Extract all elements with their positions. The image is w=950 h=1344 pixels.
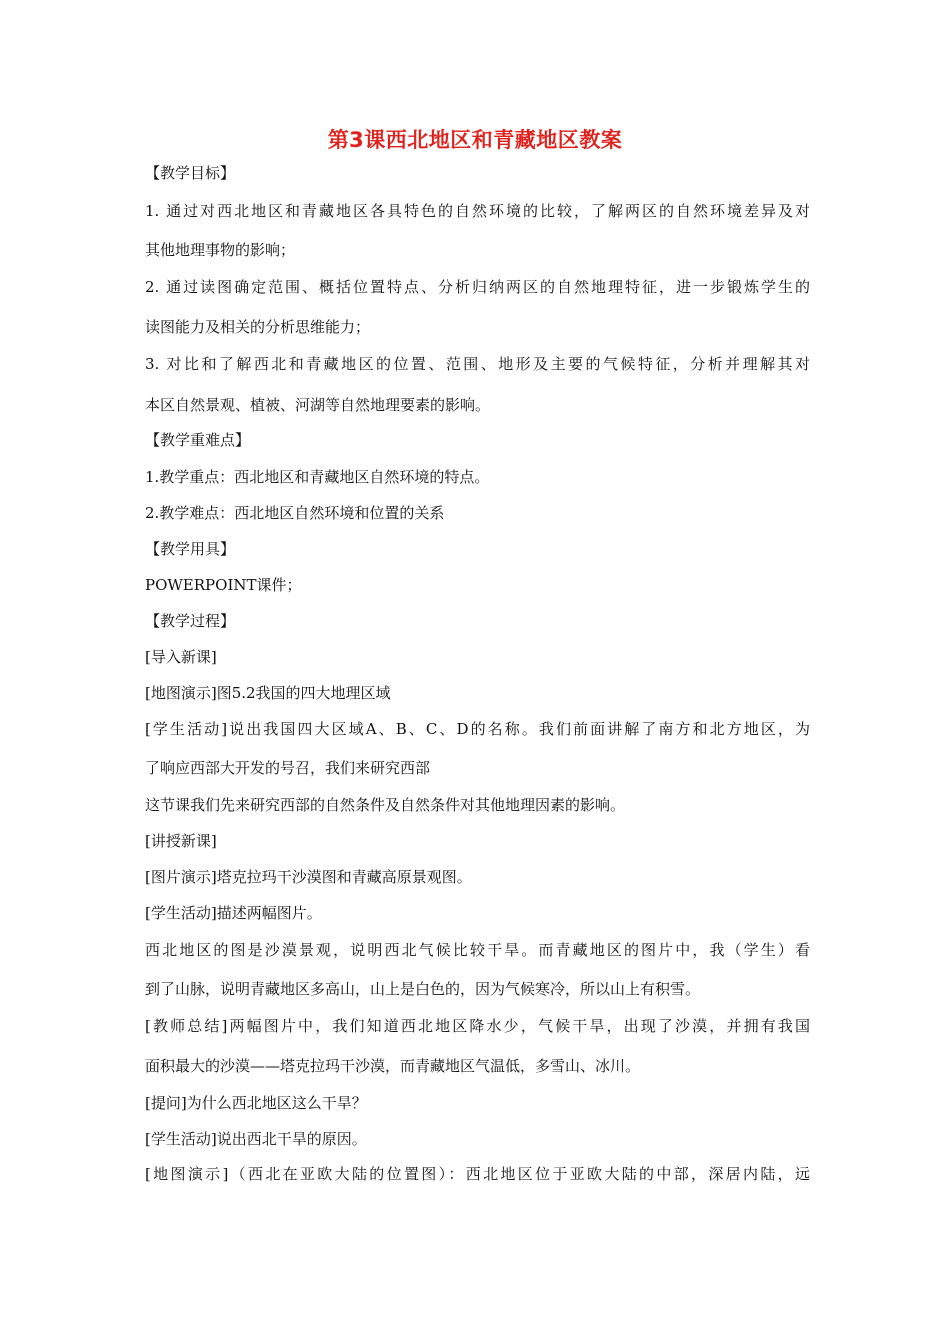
- paragraph-line: 西北地区的图是沙漠景观，说明西北气候比较干旱。而青藏地区的图片中，我（学生）看: [145, 941, 810, 959]
- paragraph-line: 3. 对比和了解西北和青藏地区的位置、范围、地形及主要的气候特征，分析并理解其对: [145, 355, 810, 373]
- paragraph-line: 1. 通过对西北地区和青藏地区各具特色的自然环境的比较，了解两区的自然环境差异及对: [145, 202, 810, 220]
- paragraph-line: 这节课我们先来研究西部的自然条件及自然条件对其他地理因素的影响。: [145, 796, 626, 814]
- heading-teaching-tools: 【教学用具】: [145, 540, 236, 558]
- paragraph-line: POWERPOINT课件；: [145, 576, 302, 594]
- heading-teaching-objectives: 【教学目标】: [145, 164, 236, 182]
- paragraph-line: [学生活动]说出西北干旱的原因。: [145, 1130, 367, 1148]
- paragraph-line: 面积最大的沙漠——塔克拉玛干沙漠，而青藏地区气温低，多雪山、冰川。: [145, 1057, 641, 1075]
- paragraph-line: 读图能力及相关的分析思维能力；: [145, 318, 371, 336]
- paragraph-line: [教师总结]两幅图片中，我们知道西北地区降水少，气候干旱，出现了沙漠，并拥有我国: [145, 1017, 810, 1035]
- paragraph-line: 了响应西部大开发的号召，我们来研究西部: [145, 759, 431, 777]
- paragraph-line: [地图演示]（西北在亚欧大陆的位置图）：西北地区位于亚欧大陆的中部，深居内陆，远: [145, 1165, 810, 1183]
- heading-teaching-process: 【教学过程】: [145, 612, 236, 630]
- paragraph-line: [导入新课]: [145, 648, 217, 666]
- paragraph-line: 2. 通过读图确定范围、概括位置特点、分析归纳两区的自然地理特征，进一步锻炼学生的: [145, 278, 810, 296]
- paragraph-line: [地图演示]图5.2我国的四大地理区域: [145, 684, 391, 702]
- paragraph-line: [学生活动]说出我国四大区域A、B、C、D的名称。我们前面讲解了南方和北方地区，为: [145, 720, 810, 738]
- heading-key-points: 【教学重难点】: [145, 431, 251, 449]
- paragraph-line: 本区自然景观、植被、河湖等自然地理要素的影响。: [145, 396, 491, 414]
- paragraph-line: 2.教学难点：西北地区自然环境和位置的关系: [145, 504, 445, 522]
- paragraph-line: 1.教学重点：西北地区和青藏地区自然环境的特点。: [145, 468, 490, 486]
- paragraph-line: 到了山脉，说明青藏地区多高山，山上是白色的，因为气候寒冷，所以山上有积雪。: [145, 980, 701, 998]
- paragraph-line: [讲授新课]: [145, 832, 217, 850]
- document-title: 第3课西北地区和青藏地区教案: [327, 128, 623, 152]
- paragraph-line: [图片演示]塔克拉玛干沙漠图和青藏高原景观图。: [145, 868, 472, 886]
- paragraph-line: [学生活动]描述两幅图片。: [145, 904, 322, 922]
- paragraph-line: 其他地理事物的影响；: [145, 241, 296, 259]
- paragraph-line: [提问]为什么西北地区这么干旱？: [145, 1094, 367, 1112]
